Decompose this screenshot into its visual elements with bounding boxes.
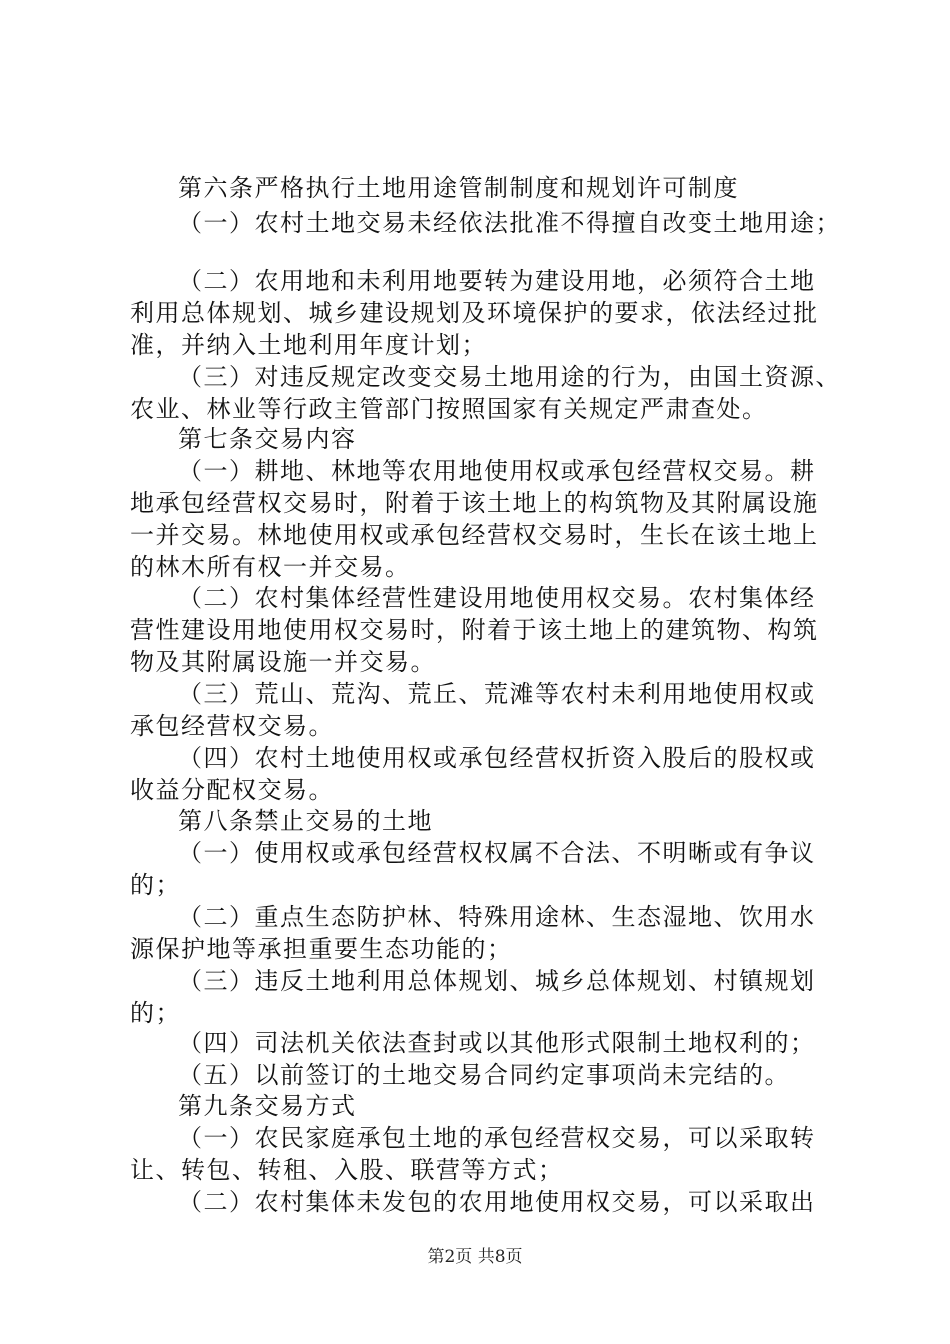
text-line: 收益分配权交易。 [130, 776, 334, 804]
text-line: 的； [130, 871, 181, 899]
text-line: 承包经营权交易。 [130, 712, 334, 740]
text-line: 营性建设用地使用权交易时，附着于该土地上的建筑物、构筑 [130, 616, 819, 644]
text-line: 准，并纳入土地利用年度计划； [130, 331, 487, 359]
text-line: （一）农民家庭承包土地的承包经营权交易，可以采取转 [178, 1124, 816, 1152]
text-line: （一）农村土地交易未经依法批准不得擅自改变土地用途； [178, 209, 841, 237]
text-line: （二）农村集体经营性建设用地使用权交易。农村集体经 [178, 584, 816, 612]
page-number-footer: 第2页 共8页 [427, 1247, 523, 1267]
section-heading: 第九条交易方式 [178, 1092, 357, 1120]
text-line: （五）以前签订的土地交易合同约定事项尚未完结的。 [178, 1061, 790, 1089]
text-line: 的； [130, 999, 181, 1027]
text-line: （三）对违反规定改变交易土地用途的行为，由国土资源、 [178, 363, 841, 391]
text-line: （四）农村土地使用权或承包经营权折资入股后的股权或 [178, 744, 816, 772]
text-line: 物及其附属设施一并交易。 [130, 648, 436, 676]
text-line: 利用总体规划、城乡建设规划及环境保护的要求，依法经过批 [130, 299, 819, 327]
text-line: 让、转包、转租、入股、联营等方式； [130, 1156, 564, 1184]
text-line: （三）荒山、荒沟、荒丘、荒滩等农村未利用地使用权或 [178, 680, 816, 708]
section-heading: 第七条交易内容 [178, 425, 357, 453]
text-line: （二）重点生态防护林、特殊用途林、生态湿地、饮用水 [178, 903, 816, 931]
text-line: （四）司法机关依法查封或以其他形式限制土地权利的； [178, 1029, 816, 1057]
text-line: （一）耕地、林地等农用地使用权或承包经营权交易。耕 [178, 457, 816, 485]
text-line: 一并交易。林地使用权或承包经营权交易时，生长在该土地上 [130, 521, 819, 549]
text-line: 的林木所有权一并交易。 [130, 553, 411, 581]
text-line: （三）违反土地利用总体规划、城乡总体规划、村镇规划 [178, 967, 816, 995]
text-line: 农业、林业等行政主管部门按照国家有关规定严肃查处。 [130, 395, 768, 423]
text-line: 第六条严格执行土地用途管制制度和规划许可制度 [178, 174, 739, 202]
text-line: 地承包经营权交易时，附着于该土地上的构筑物及其附属设施 [130, 489, 819, 517]
section-heading: 第八条禁止交易的土地 [178, 807, 433, 835]
text-line: 源保护地等承担重要生态功能的； [130, 935, 513, 963]
text-line: （二）农用地和未利用地要转为建设用地，必须符合土地 [178, 267, 816, 295]
text-line: （二）农村集体未发包的农用地使用权交易，可以采取出 [178, 1188, 816, 1216]
text-line: （一）使用权或承包经营权权属不合法、不明晰或有争议 [178, 839, 816, 867]
